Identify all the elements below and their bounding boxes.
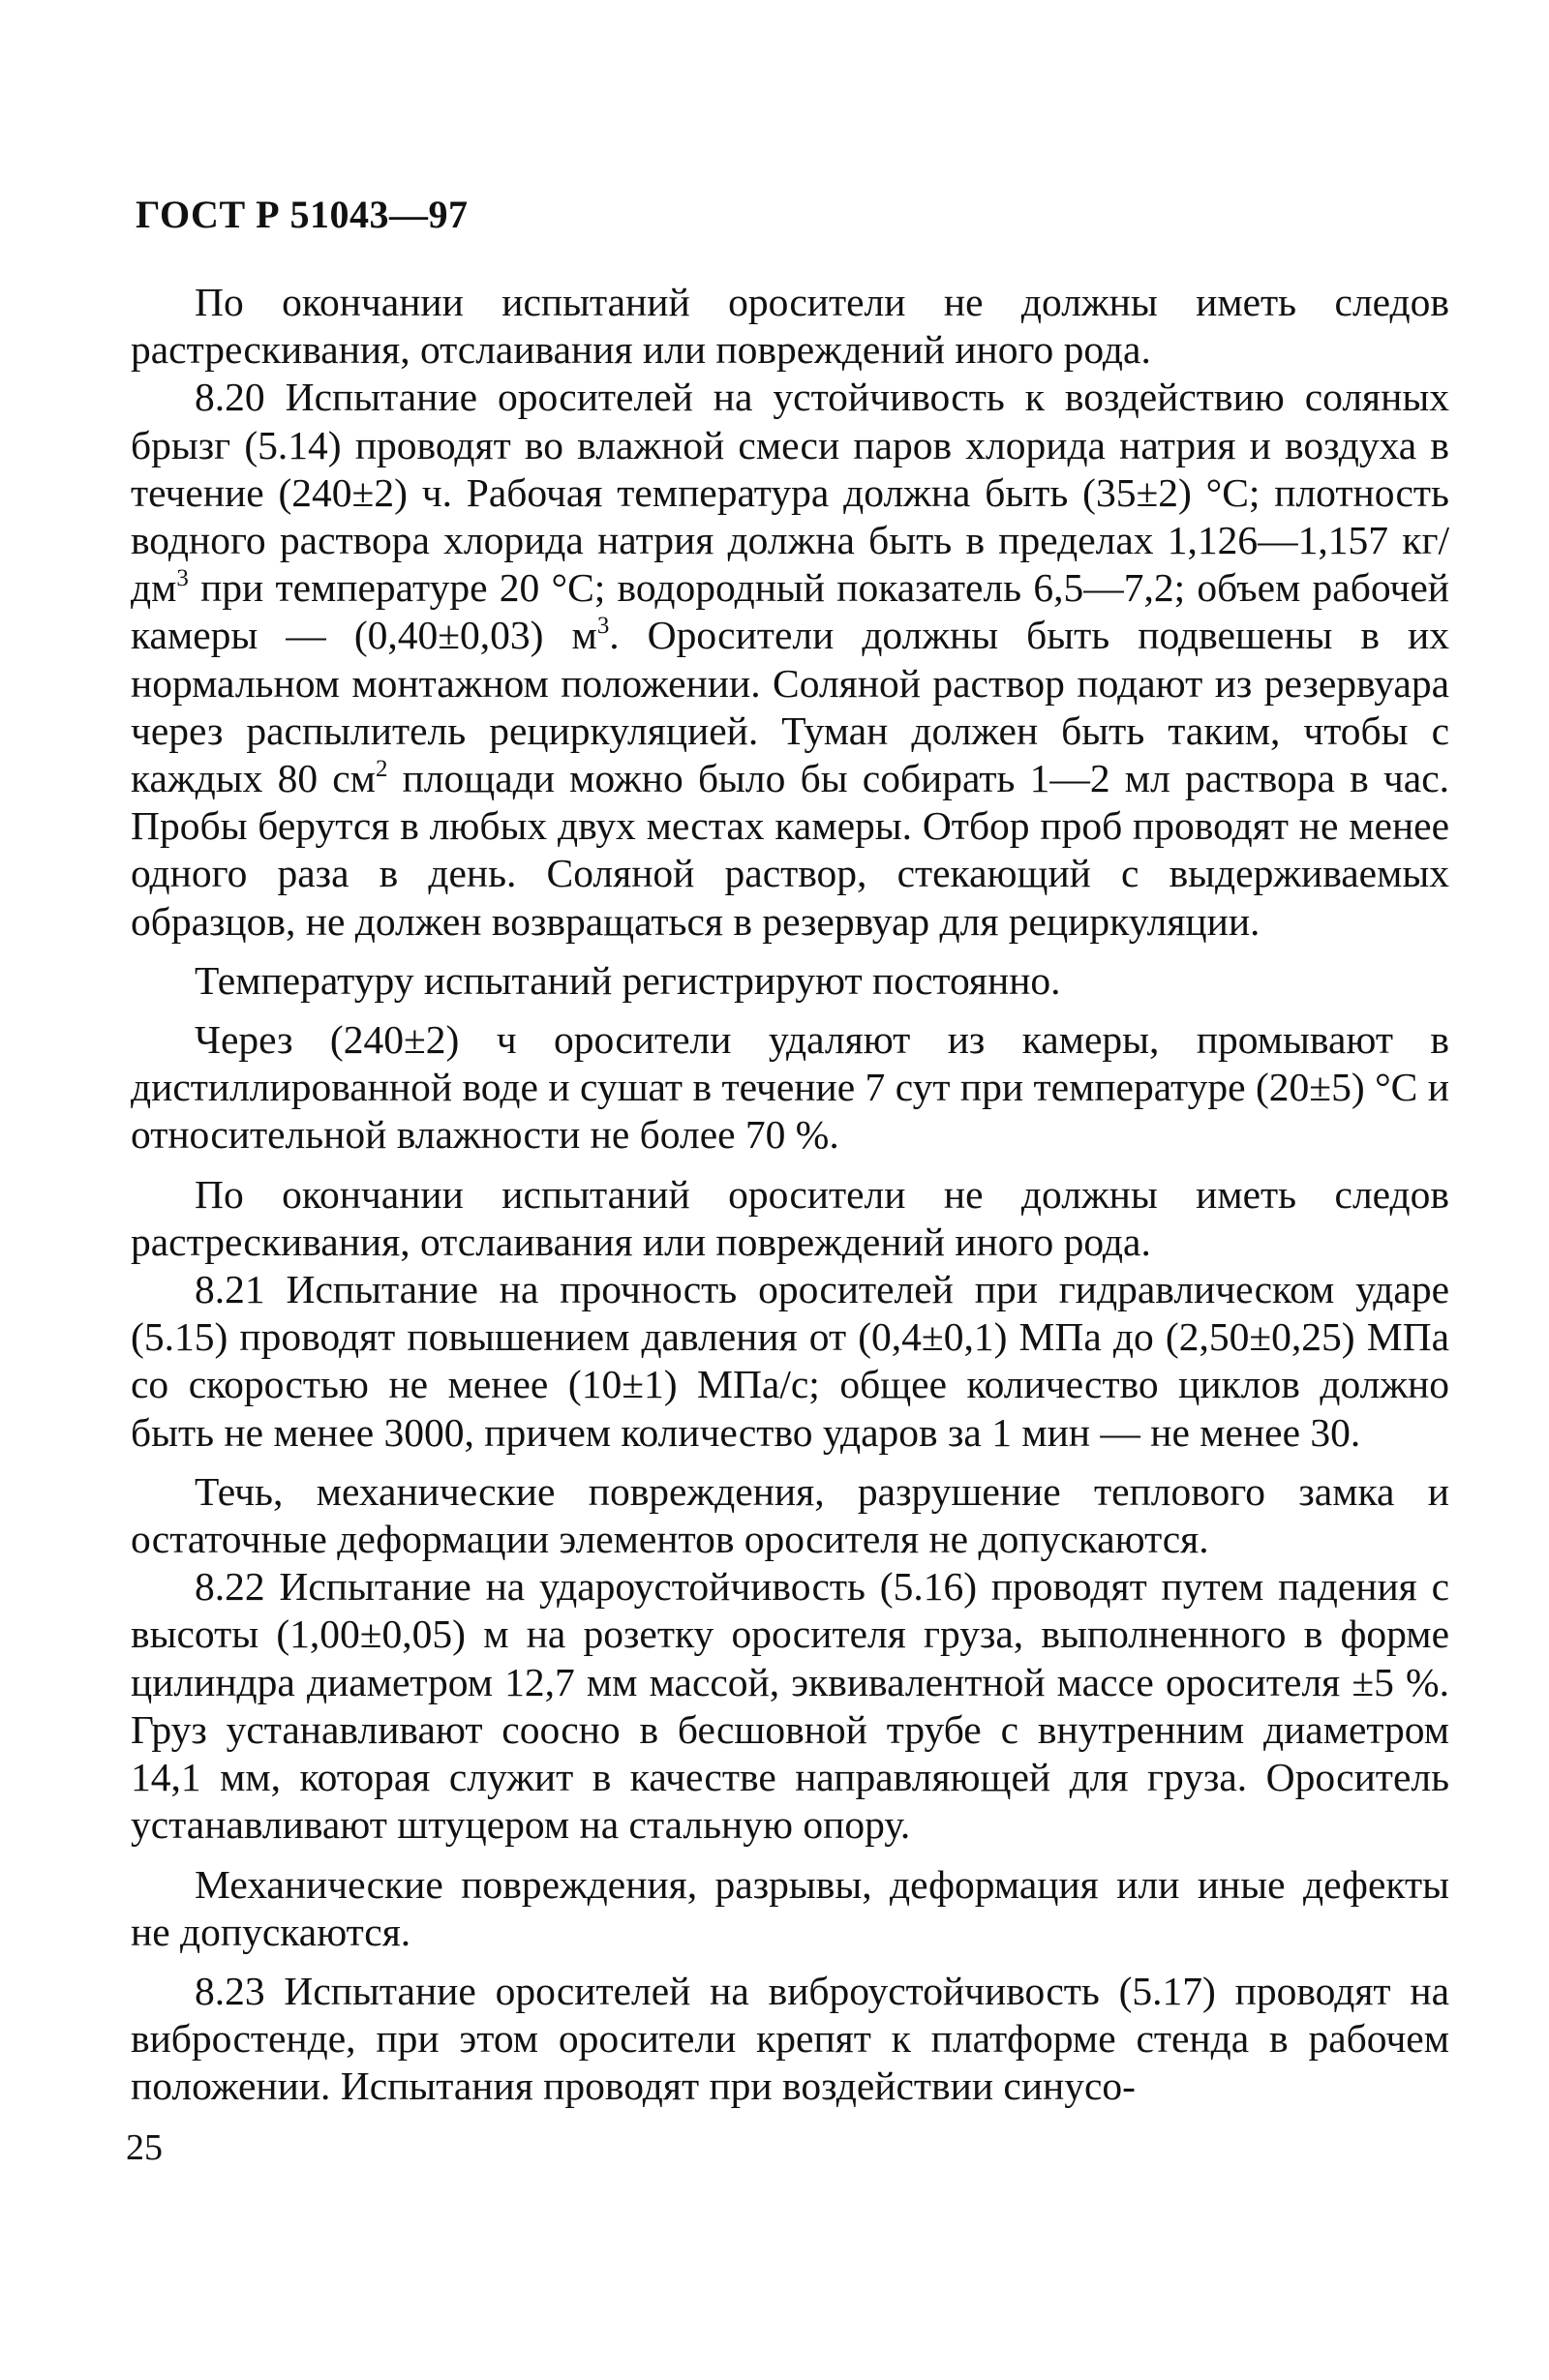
paragraph: По окончании испытаний оросители не должны иметь следов растрескивания, отслаивания или повреждений иного рода.: [131, 280, 1449, 373]
paragraph: Через (240±2) ч оросители удаляют из камеры, промывают в дистиллированной воде и сушат в течение 7 сут при температуре (20±5) °С и относительной влажности не более 70 %.: [131, 1017, 1449, 1158]
paragraph-8-22: 8.22 Испытание на удароустойчивость (5.16) проводят путем падения с высоты (1,00±0,05) м на розетку оросителя груза, выполненного в форме цилиндра диаметром 12,7 мм массой, эквивалентной массе оросителя ±5 %. Груз устанавливают соосно в бесшовной трубе с внутренним диаметром 14,1 мм, которая служит в качестве направляющей для груза. Ороситель устанавливают штуцером на стальную опору.: [131, 1564, 1449, 1848]
paragraph: Течь, механические повреждения, разрушение теплового замка и остаточные деформации элементов оросителя не допускаются.: [131, 1468, 1449, 1562]
paragraph-8-20: 8.20 Испытание оросителей на устойчивость к воздействию соляных брызг (5.14) проводят во влажной смеси паров хлорида натрия и воздуха в течение (240±2) ч. Рабочая температура должна быть (35±2) °С; плотность водного раствора хлорида натрия должна быть в пределах 1,126—1,157 $кг/дм^3$ при температуре 20 °С; водородный показатель 6,5—7,2; объем рабочей камеры — (0,40±0,03) $м^3$. Оросители должны быть подвешены в их нормальном монтажном положении. Соляной раствор подают из резервуара через распылитель рециркуляцией. Туман должен быть таким, чтобы с каждых 80 $см^2$ площади можно было бы собирать 1—2 мл раствора в час. Пробы берутся в любых двух местах камеры. Отбор проб проводят не менее одного раза в день. Соляной раствор, стекающий с выдерживаемых образцов, не должен возвращаться в резервуар для рециркуляции.: [131, 375, 1449, 944]
document-header: ГОСТ Р 51043—97: [136, 193, 469, 236]
paragraph-8-21: 8.21 Испытание на прочность оросителей при гидравлическом ударе (5.15) проводят повышением давления от (0,4±0,1) МПа до (2,50±0,25) МПа со скоростью не менее (10±1) МПа/с; общее количество циклов должно быть не менее 3000, причем количество ударов за 1 мин — не менее 30.: [131, 1267, 1449, 1455]
document-body: [131, 279, 1449, 2111]
superscript-cube: 3: [596, 613, 610, 640]
paragraph: По окончании испытаний оросители не должны иметь следов растрескивания, отслаивания или повреждений иного рода.: [131, 1171, 1449, 1264]
paragraph: Механические повреждения, разрывы, деформация или иные дефекты не допускаются.: [131, 1861, 1449, 1954]
paragraph: Температуру испытаний регистрируют постоянно.: [195, 957, 1061, 1003]
superscript-square: 2: [375, 755, 388, 782]
page-number: 25: [126, 2127, 163, 2168]
superscript-cube: 3: [176, 565, 189, 592]
paragraph-8-23: 8.23 Испытание оросителей на виброустойчивость (5.17) проводят на вибростенде, при этом оросители крепят к платформе стенда в рабочем положении. Испытания проводят при воздействии синусо-: [131, 1968, 1449, 2109]
